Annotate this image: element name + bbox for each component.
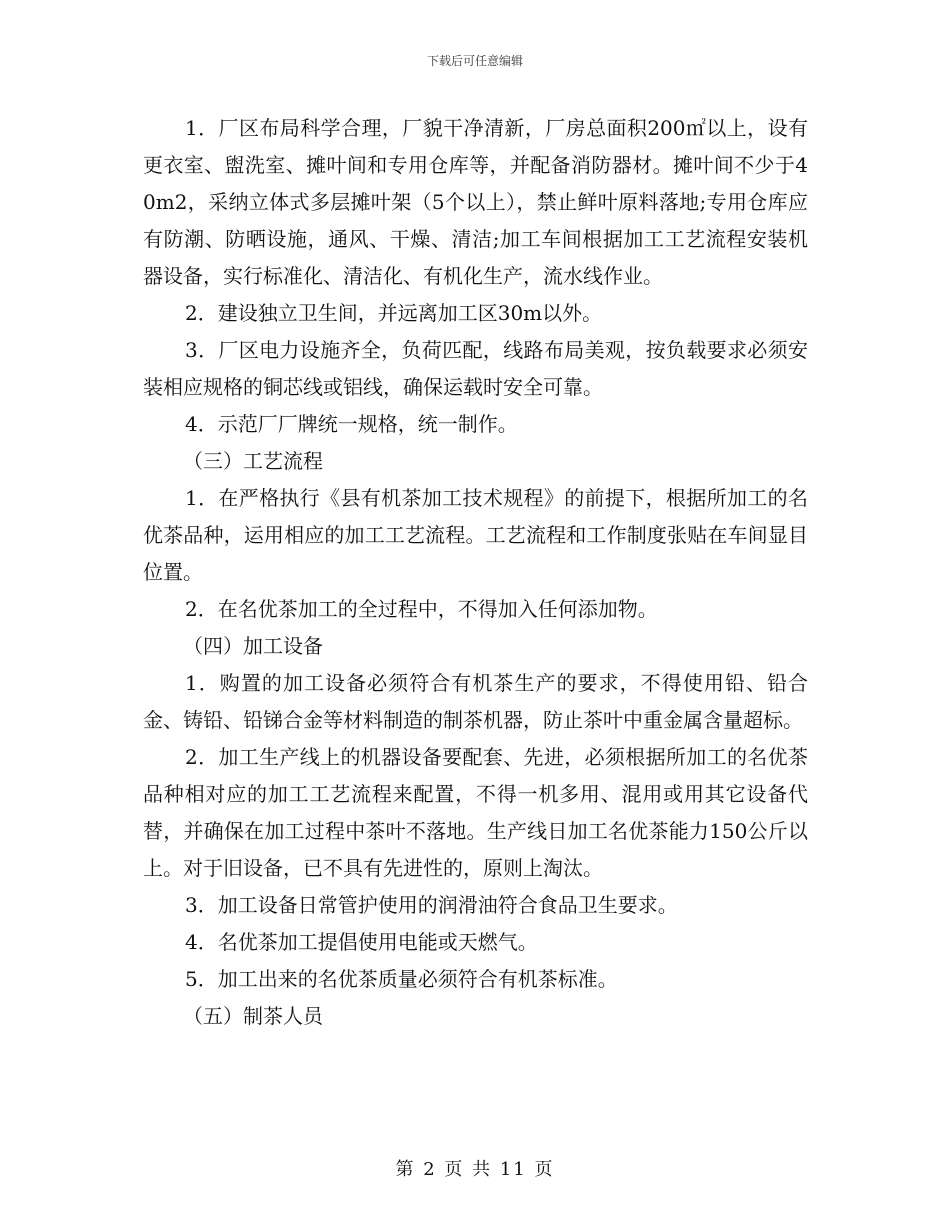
paragraph-9: 3．加工设备日常管护使用的润滑油符合食品卫生要求。 (185, 893, 678, 917)
page-header: 下载后可任意编辑 (426, 54, 523, 68)
section-heading-equipment: （四）加工设备 (183, 634, 323, 658)
paragraph-10: 4．名优茶加工提倡使用电能或天燃气。 (185, 930, 538, 954)
paragraph-3: 3．厂区电力设施齐全，负荷匹配，线路布局美观，按负载要求必须安装相应规格的铜芯线或铝线，确保运载时安全可靠。 (143, 338, 808, 399)
document-body (143, 110, 808, 1035)
paragraph-6: 2．在名优茶加工的全过程中，不得加入任何添加物。 (185, 597, 658, 621)
paragraph-4: 4．示范厂厂牌统一规格，统一制作。 (185, 412, 518, 436)
paragraph-2: 2．建设独立卫生间，并远离加工区30m以外。 (185, 301, 603, 325)
section-heading-process: （三）工艺流程 (183, 449, 323, 473)
paragraph-1: 1．厂区布局科学合理，厂貌干净清新，厂房总面积200㎡以上，设有更衣室、盥洗室、摊叶间和专用仓库等，并配备消防器材。摊叶间不少于40m2，采纳立体式多层摊叶架（5个以上），禁止鲜叶原料落地;专用仓库应有防潮、防晒设施，通风、干燥、清洁;加工车间根据加工工艺流程安装机器设备，实行标准化、清洁化、有机化生产，流水线作业。 (143, 116, 808, 288)
paragraph-5: 1．在严格执行《县有机茶加工技术规程》的前提下，根据所加工的名优茶品种，运用相应的加工工艺流程。工艺流程和工作制度张贴在车间显目位置。 (143, 486, 808, 584)
page-footer: 第 2 页 共 11 页 (395, 1159, 555, 1180)
section-heading-staff: （五）制茶人员 (183, 1004, 323, 1028)
paragraph-11: 5．加工出来的名优茶质量必须符合有机茶标准。 (185, 967, 618, 991)
paragraph-8: 2．加工生产线上的机器设备要配套、先进，必须根据所加工的名优茶品种相对应的加工工艺流程来配置，不得一机多用、混用或用其它设备代替，并确保在加工过程中茶叶不落地。生产线日加工名优茶能力150公斤以上。对于旧设备，已不具有先进性的，原则上淘汰。 (143, 745, 808, 880)
paragraph-7: 1．购置的加工设备必须符合有机茶生产的要求，不得使用铅、铅合金、铸铅、铅锑合金等材料制造的制茶机器，防止茶叶中重金属含量超标。 (143, 671, 808, 732)
